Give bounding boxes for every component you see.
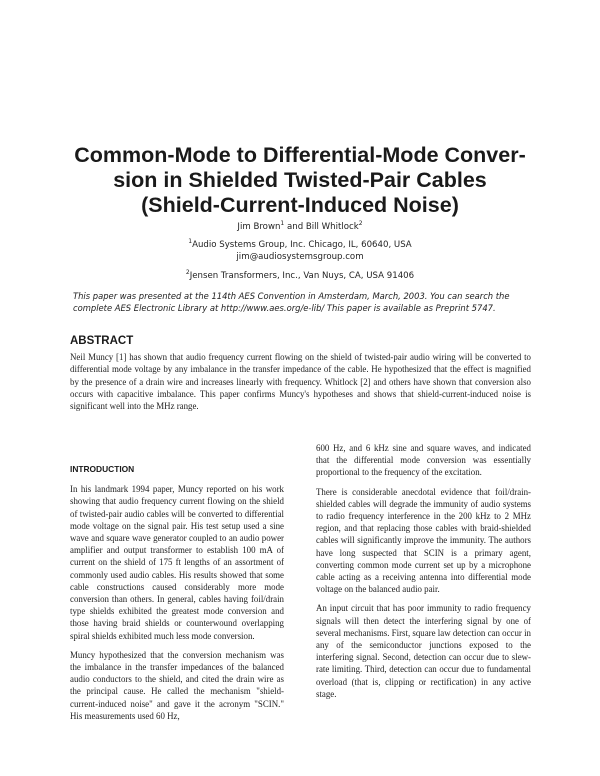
abstract-body: Neil Muncy [1] has shown that audio frequency current flowing on the shield of twisted-pair audio wiring will be converted to differential mode voltage by any imbalance in the transfer impedance of the cable. He hypothesized that the effect is magnified by the presence of a drain wire and increases linearly with frequency. Whitlock [2] and others have shown that conversion also occurs with capacitive imbalance. This paper confirms Muncy's hypotheses and shows that shield-current-induced noise is significant well into the MHz range. <box>70 352 531 412</box>
body-paragraph: In his landmark 1994 paper, Muncy reported on his work showing that audio frequency current flowing on the shield of twisted-pair audio cables will be converted to differential mode voltage on the signal pair. His test setup used a sine wave and square wave generator coupled to an audio power amplifier and output transformer to establish 100 mA of current on the shield of 175 ft lengths of an assortment of commonly used audio cables. His results showed that some cable constructions caused considerably more mode conversion than others. In general, cables having foil/drain type shields exhibited the greatest mode conversion and those having braid shields or counterwound overlapping spiral shields exhibited much less mode conversion. <box>70 484 284 641</box>
right-column <box>316 442 531 707</box>
affiliation-superscript: 2 <box>185 269 190 277</box>
author-name: Jim Brown <box>237 222 281 232</box>
presentation-note: This paper was presented at the 114th AES Convention in Amsterdam, March, 2003. You can search the complete AES Electronic Library at http://www.aes.org/e-lib/ This paper is available as Preprint 5747. <box>73 291 510 313</box>
author-conjunction: and <box>284 222 306 232</box>
author-name: Bill Whitlock <box>305 222 359 232</box>
author-superscript: 2 <box>358 220 363 228</box>
title-line-3: (Shield-Current-Induced Noise) <box>141 193 459 217</box>
paper-title <box>40 143 560 218</box>
title-line-2: sion in Shielded Twisted-Pair Cables <box>113 168 487 192</box>
author-superscript: 1 <box>280 220 285 228</box>
affiliation-email <box>0 252 600 262</box>
body-paragraph: Muncy hypothesized that the conversion mechanism was the imbalance in the transfer impedances of the balanced audio conductors to the shield, and cited the drain wire as the principal cause. He called the mechanism "shield-current-induced noise" and gave it the acronym "SCIN." His measurements used 60 Hz, <box>70 649 284 721</box>
affiliation-text: Jensen Transformers, Inc., Van Nuys, CA, USA 91406 <box>189 271 415 281</box>
left-column <box>70 463 284 729</box>
body-paragraph: There is considerable anecdotal evidence that foil/drain-shielded cables will degrade the immunity of audio systems to radio frequency interference in the 200 kHz to 2 MHz region, and that replacing those cables with braid-shielded cables will significantly improve the immunity. The authors have long suspected that SCIN is a primary agent, converting common mode current set up by a microphone cable acting as a receiving antenna into differential mode voltage on the balanced audio pair. <box>316 486 531 595</box>
author-email: jim@audiosystemsgroup.com <box>236 252 364 262</box>
affiliation-1 <box>0 240 600 250</box>
section-heading: INTRODUCTION <box>70 464 135 474</box>
body-paragraph: An input circuit that has poor immunity to radio frequency signals will then detect the interfering signal by one of several mechanisms. First, square law detection can occur in any of the semiconductor junctions exposed to the interfering signal. Second, detection can occur due to slew-rate limiting. Third, detection can occur due to fundamental overload (that is, clipping or rectification) in any active stage. <box>316 603 531 699</box>
title-line-1: Common-Mode to Differential-Mode Conver- <box>74 143 526 167</box>
abstract-heading: ABSTRACT <box>70 335 134 347</box>
affiliation-superscript: 1 <box>188 238 193 246</box>
author-line <box>0 222 600 232</box>
body-paragraph: 600 Hz, and 6 kHz sine and square waves, and indicated that the differential mode conversion was essentially proportional to the frequency of the excitation. <box>316 443 531 478</box>
affiliation-2 <box>0 271 600 281</box>
affiliation-text: Audio Systems Group, Inc. Chicago, IL, 60640, USA <box>192 240 412 250</box>
